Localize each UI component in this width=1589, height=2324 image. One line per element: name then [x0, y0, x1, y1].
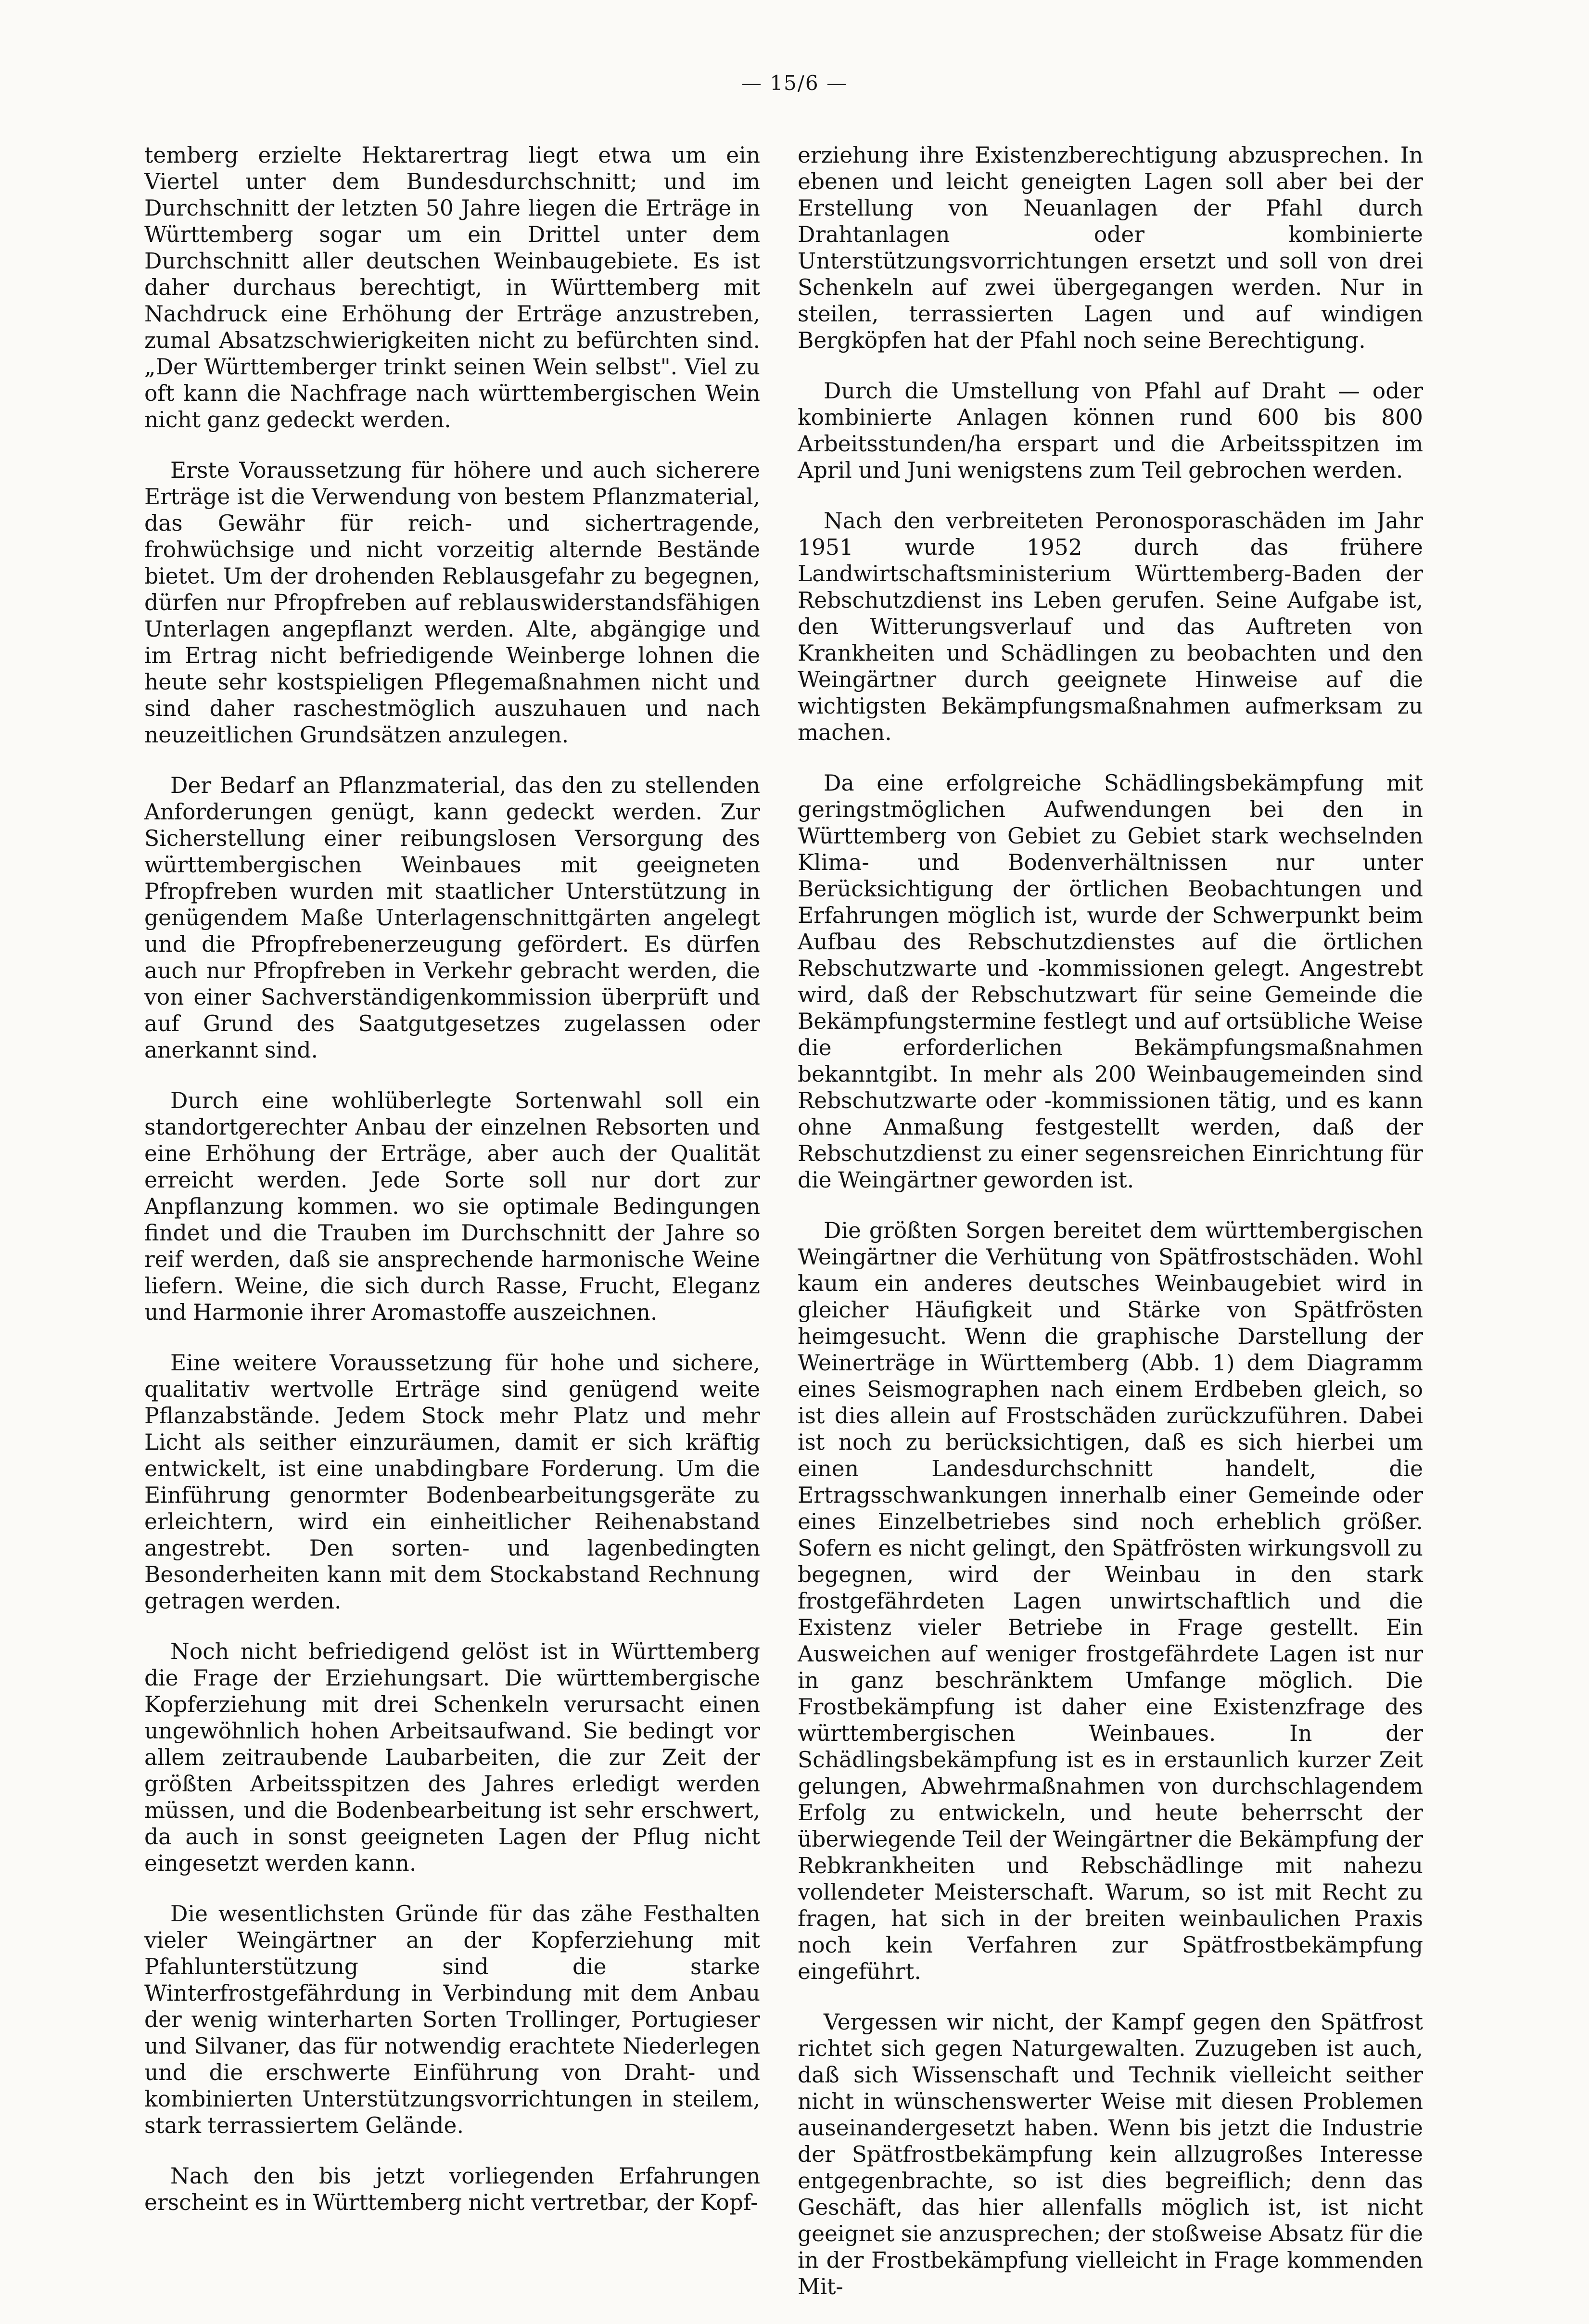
left-column — [144, 142, 760, 2240]
paragraph: Vergessen wir nicht, der Kampf gegen den Spätfrost richtet sich gegen Naturgewalten. Zuzugeben ist auch, daß sich Wissenschaft und Technik vielleicht seither nicht in wünschenswerter Weise mit diesen Problemen auseinandergesetzt haben. Wenn bis jetzt die Industrie der Spätfrostbekämpfung kein allzugroßes Interesse entgegenbrachte, so ist dies begreiflich; denn das Geschäft, das hier allenfalls möglich ist, ist nicht geeignet sie anzusprechen; der stoßweise Absatz für die in der Frostbekämpfung vielleicht in Frage kommenden Mit- — [798, 2009, 1423, 2299]
paragraph: Durch eine wohlüberlegte Sortenwahl soll ein standortgerechter Anbau der einzelnen Rebsorten und eine Erhöhung der Erträge, aber auch der Qualität erreicht werden. Jede Sorte soll nur dort zur Anpflanzung kommen. wo sie optimale Bedingungen findet und die Trauben im Durchschnitt der Jahre so reif werden, daß sie ansprechende harmonische Weine liefern. Weine, die sich durch Rasse, Frucht, Eleganz und Harmonie ihrer Aromastoffe auszeichnen. — [144, 1088, 760, 1325]
paragraph: Der Bedarf an Pflanzmaterial, das den zu stellenden Anforderungen genügt, kann gedeckt werden. Zur Sicherstellung einer reibungslosen Versorgung des württembergischen Weinbaues mit geeigneten Pfropfreben wurden mit staatlicher Unterstützung in genügendem Maße Unterlagenschnittgärten angelegt und die Pfropfrebenerzeugung gefördert. Es dürfen auch nur Pfropfreben in Verkehr gebracht werden, die von einer Sachverständigenkommission überprüft und auf Grund des Saatgutgesetzes zugelassen oder anerkannt sind. — [144, 773, 760, 1063]
paragraph: Nach den bis jetzt vorliegenden Erfahrungen erscheint es in Württemberg nicht vertretbar, der Kopf- — [144, 2163, 760, 2215]
paragraph: Eine weitere Voraussetzung für hohe und sichere, qualitativ wertvolle Erträge sind genügend weite Pflanzabstände. Jedem Stock mehr Platz und mehr Licht als seither einzuräumen, damit er sich kräftig entwickelt, ist eine unabdingbare Forderung. Um die Einführung genormter Bodenbearbeitungsgeräte zu erleichtern, wird ein einheitlicher Reihenabstand angestrebt. Den sorten- und lagenbedingten Besonderheiten kann mit dem Stockabstand Rechnung getragen werden. — [144, 1350, 760, 1614]
paragraph: Erste Voraussetzung für höhere und auch sicherere Erträge ist die Verwendung von bestem Pflanzmaterial, das Gewähr für reich- und sichertragende, frohwüchsige und nicht vorzeitig alternde Bestände bietet. Um der drohenden Reblausgefahr zu begegnen, dürfen nur Pfropfreben auf reblauswiderstandsfähigen Unterlagen angepflanzt werden. Alte, abgängige und im Ertrag nicht befriedigende Weinberge lohnen die heute sehr kostspieligen Pflegemaßnahmen nicht und sind daher raschestmöglich auszuhauen und nach neuzeitlichen Grundsätzen anzulegen. — [144, 458, 760, 748]
paragraph: temberg erzielte Hektarertrag liegt etwa um ein Viertel unter dem Bundesdurchschnitt; und im Durchschnitt der letzten 50 Jahre liegen die Erträge in Württemberg sogar um ein Drittel unter dem Durchschnitt aller deutschen Weinbaugebiete. Es ist daher durchaus berechtigt, in Württemberg mit Nachdruck eine Erhöhung der Erträge anzustreben, zumal Absatzschwierigkeiten nicht zu befürchten sind. „Der Württemberger trinkt seinen Wein selbst". Viel zu oft kann die Nachfrage nach württembergischen Wein nicht ganz gedeckt werden. — [144, 142, 760, 433]
paragraph: Noch nicht befriedigend gelöst ist in Württemberg die Frage der Erziehungsart. Die württembergische Kopferziehung mit drei Schenkeln verursacht einen ungewöhnlich hohen Arbeitsaufwand. Sie bedingt vor allem zeitraubende Laubarbeiten, die zur Zeit der größten Arbeitsspitzen des Jahres erledigt werden müssen, und die Bodenbearbeitung ist sehr erschwert, da auch in sonst geeigneten Lagen der Pflug nicht eingesetzt werden kann. — [144, 1639, 760, 1876]
paragraph: erziehung ihre Existenzberechtigung abzusprechen. In ebenen und leicht geneigten Lagen soll aber bei der Erstellung von Neuanlagen der Pfahl durch Drahtanlagen oder kombinierte Unterstützungsvorrichtungen ersetzt und soll von drei Schenkeln auf zwei übergegangen werden. Nur in steilen, terrassierten Lagen und auf windigen Bergköpfen hat der Pfahl noch seine Berechtigung. — [798, 142, 1423, 353]
paragraph: Nach den verbreiteten Peronosporaschäden im Jahr 1951 wurde 1952 durch das frühere Landwirtschaftsministerium Württemberg-Baden der Rebschutzdienst ins Leben gerufen. Seine Aufgabe ist, den Witterungsverlauf und das Auftreten von Krankheiten und Schädlingen zu beobachten und den Weingärtner durch geeignete Hinweise auf die wichtigsten Bekämpfungsmaßnahmen aufmerksam zu machen. — [798, 508, 1423, 745]
paragraph: Da eine erfolgreiche Schädlingsbekämpfung mit geringstmöglichen Aufwendungen bei den in Württemberg von Gebiet zu Gebiet stark wechselnden Klima- und Bodenverhältnissen nur unter Berücksichtigung der örtlichen Beobachtungen und Erfahrungen möglich ist, wurde der Schwerpunkt beim Aufbau des Rebschutzdienstes auf die örtlichen Rebschutzwarte und -kommissionen gelegt. Angestrebt wird, daß der Rebschutzwart für seine Gemeinde die Bekämpfungstermine festlegt und auf ortsübliche Weise die erforderlichen Bekämpfungsmaßnahmen bekanntgibt. In mehr als 200 Weinbaugemeinden sind Rebschutzwarte oder -kommissionen tätig, und es kann ohne Anmaßung festgestellt werden, daß der Rebschutzdienst zu einer segensreichen Einrichtung für die Weingärtner geworden ist. — [798, 770, 1423, 1193]
paragraph: Die wesentlichsten Gründe für das zähe Festhalten vieler Weingärtner an der Kopferziehung mit Pfahlunterstützung sind die starke Winterfrostgefährdung in Verbindung mit dem Anbau der wenig winterharten Sorten Trollinger, Portugieser und Silvaner, das für notwendig erachtete Niederlegen und die erschwerte Einführung von Draht- und kombinierten Unterstützungsvorrichtungen in steilem, stark terrassiertem Gelände. — [144, 1901, 760, 2138]
right-column — [798, 142, 1423, 2324]
paragraph: Die größten Sorgen bereitet dem württembergischen Weingärtner die Verhütung von Spätfrostschäden. Wohl kaum ein anderes deutsches Weinbaugebiet wird in gleicher Häufigkeit und Stärke von Spätfrösten heimgesucht. Wenn die graphische Darstellung der Weinerträge in Württemberg (Abb. 1) dem Diagramm eines Seismographen nach einem Erdbeben gleich, so ist dies allein auf Frostschäden zurückzuführen. Dabei ist noch zu berücksichtigen, daß es sich hierbei um einen Landesdurchschnitt handelt, die Ertragsschwankungen innerhalb einer Gemeinde oder eines Einzelbetriebes sind noch erheblich größer. Sofern es nicht gelingt, den Spätfrösten wirkungsvoll zu begegnen, wird der Weinbau in den stark frostgefährdeten Lagen unwirtschaftlich und die Existenz vieler Betriebe in Frage gestellt. Ein Ausweichen auf weniger frostgefährdete Lagen ist nur in ganz beschränktem Umfange möglich. Die Frostbekämpfung ist daher eine Existenzfrage des württembergischen Weinbaues. In der Schädlingsbekämpfung ist es in erstaunlich kurzer Zeit gelungen, Abwehrmaßnahmen von durchschlagendem Erfolg zu entwickeln, und heute beherrscht der überwiegende Teil der Weingärtner die Bekämpfung der Rebkrankheiten und Rebschädlinge mit nahezu vollendeter Meisterschaft. Warum, so ist mit Recht zu fragen, hat sich in der breiten weinbaulichen Praxis noch kein Verfahren zur Spätfrostbekämpfung eingeführt. — [798, 1218, 1423, 1984]
page-number: — 15/6 — — [741, 71, 848, 95]
paragraph: Durch die Umstellung von Pfahl auf Draht — oder kombinierte Anlagen können rund 600 bis 800 Arbeitsstunden/ha erspart und die Arbeitsspitzen im April und Juni wenigstens zum Teil gebrochen werden. — [798, 378, 1423, 483]
